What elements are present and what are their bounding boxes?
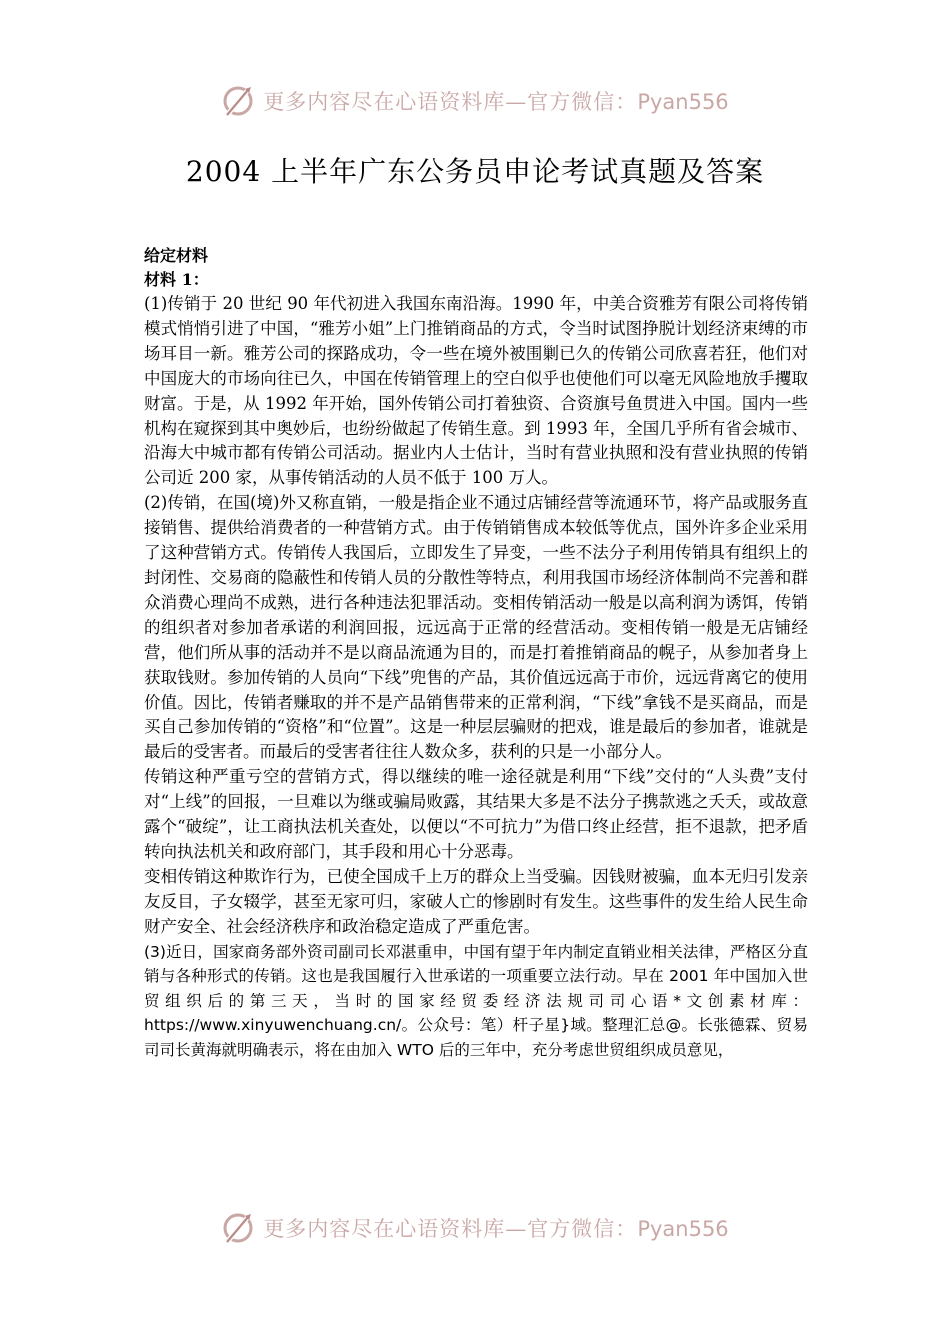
page-title: 2004 上半年广东公务员申论考试真题及答案: [185, 155, 765, 188]
paragraph: (1)传销于 20 世纪 90 年代初进入我国东南沿海。1990 年，中美合资雅芳有限公司将传销模式悄悄引进了中国，“雅芳小姐”上门推销商品的方式，令当时试图挣脱计划经济束缚的市场耳目一新。雅芳公司的探路成功，令一些在境外被围剿已久的传销公司欣喜若狂，他们对中国庞大的市场向往已久，中国在传销管理上的空白似乎也使他们可以毫无风险地放手攫取财富。于是，从 1992 年开始，国外传销公司打着独资、合资旗号鱼贯进入中国。国内一些机构在窥探到其中奥妙后，也纷纷做起了传销生意。到 1993 年，全国几乎所有省会城市、沿海大中城市都有传销公司活动。据业内人士估计，当时有营业执照和没有营业执照的传销公司近 200 家，从事传销活动的人员不低于 100 万人。: [144, 294, 808, 488]
watermark-text: [263, 1213, 728, 1243]
pen-circle-logo-icon: [221, 1211, 255, 1245]
header-watermark-banner: [0, 84, 950, 118]
paragraph: (2)传销，在国(境)外又称直销，一般是指企业不通过店铺经营等流通环节，将产品或服务直接销售、提供给消费者的一种营销方式。由于传销销售成本较低等优点，国外许多企业采用了这种营销方式。传销传人我国后，立即发生了异变，一些不法分子利用传销具有组织上的封闭性、交易商的隐蔽性和传销人员的分散性等特点，利用我国市场经济体制尚不完善和群众消费心理尚不成熟，进行各种违法犯罪活动。变相传销活动一般是以高利润为诱饵，传销的组织者对参加者承诺的利润回报，远远高于正常的经营活动。变相传销一般是无店铺经营，他们所从事的活动并不是以商品流通为目的，而是打着推销商品的幌子，从参加者身上获取钱财。参加传销的人员向“下线”兜售的产品，其价值远远高于市价，远远背离它的使用价值。因比，传销者赚取的并不是产品销售带来的正常利润，“下线”拿钱不是买商品，而是买自己参加传销的“资格”和“位置”。这是一种层层骗财的把戏，谁是最后的参加者，谁就是最后的受害者。而最后的受害者往往人数众多，获利的只是一小部分人。: [144, 493, 808, 762]
watermark-text-wechat-id: Pyan556: [637, 1217, 729, 1241]
pen-circle-logo-icon: [221, 84, 255, 118]
paragraph: 变相传销这种欺诈行为，已使全国成千上万的群众上当受骗。因钱财被骗，血本无归引发亲友反目，子女辍学，甚至无家可归，家破人亡的惨剧时有发生。这些事件的发生给人民生命财产安全、社会经济秩序和政治稳定造成了严重危害。: [144, 866, 808, 936]
material-heading: 材料 1：: [144, 270, 209, 289]
paragraph: 传销这种严重亏空的营销方式，得以继续的唯一途径就是利用“下线”交付的“人头费”支付对“上线”的回报，一旦难以为继或骗局败露，其结果大多是不法分子携款逃之夭夭，或故意露个“破绽”，让工商执法机关查处，以便以“不可抗力”为借口终止经营，拒不退款，把矛盾转向执法机关和政府部门，其手段和用心十分恶毒。: [144, 767, 808, 861]
watermark-text-cn: 更多内容尽在心语资料库—官方微信：: [263, 90, 638, 114]
section-heading: 给定材料: [144, 246, 209, 265]
watermark-text-wechat-id: Pyan556: [637, 90, 729, 114]
watermark-text: [263, 86, 728, 116]
paragraph: (3)近日，国家商务部外资司副司长邓湛重申，中国有望于年内制定直销业相关法律，严格区分直销与各种形式的传销。这也是我国履行入世承诺的一项重要立法行动。早在 2001 年中国加入世贸组织后的第三天，当时的国家经贸委经济法规司司心语*文创素材库：https://www.xinyuwenchuang.cn/。公众号：笔）杆子星}域。整理汇总@。长张德霖、贸易司司长黄海就明确表示，将在由加入 WTO 后的三年中，充分考虑世贸组织成员意见，: [144, 942, 808, 1059]
document-body: [144, 244, 808, 1063]
watermark-text-cn: 更多内容尽在心语资料库—官方微信：: [263, 1217, 638, 1241]
footer-watermark-banner: [0, 1211, 950, 1245]
